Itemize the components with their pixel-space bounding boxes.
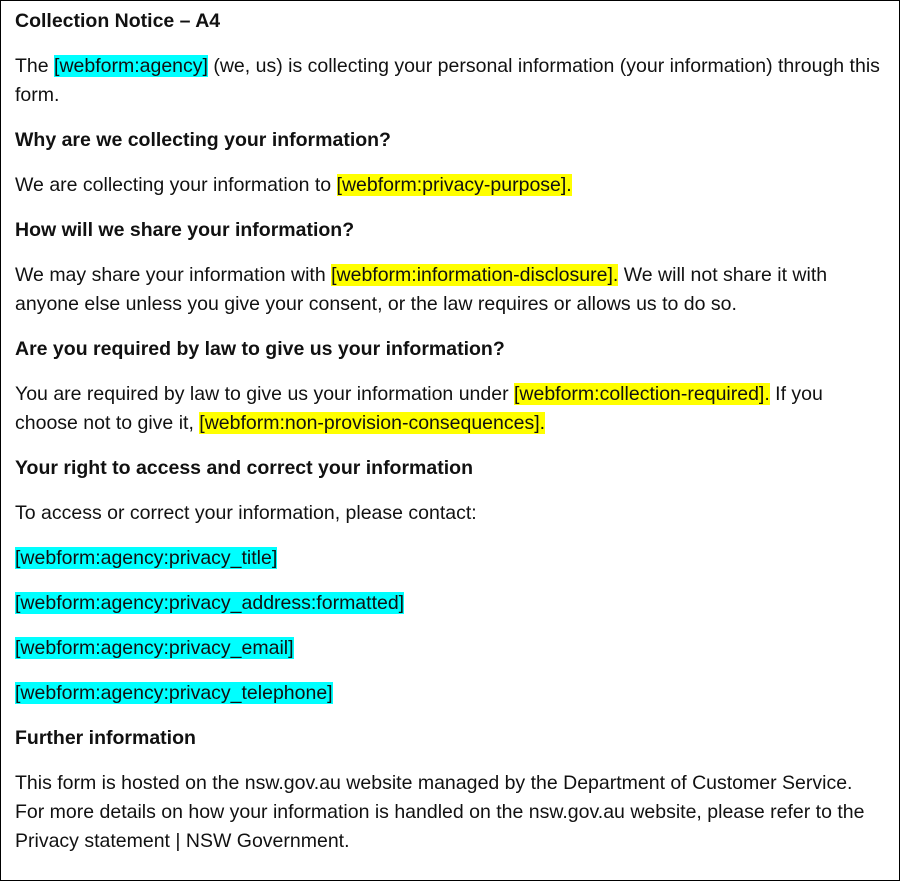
why-heading: Why are we collecting your information? (15, 129, 391, 151)
intro-post: (we, us) is collecting your personal information (your information) through this form. (15, 55, 880, 106)
intro-paragraph (15, 52, 885, 110)
privacy-address-token: [webform:agency:privacy_address:formatted] (15, 592, 405, 614)
share-pre: We may share your information with (15, 264, 332, 286)
share-heading: How will we share your information? (15, 219, 355, 241)
privacy-telephone-token: [webform:agency:privacy_telephone] (15, 682, 333, 704)
share-post: We will not share it with anyone else unless you give your consent, or the law requires or allows us to do so. (15, 264, 828, 315)
access-heading: Your right to access and correct your information (15, 457, 473, 479)
collection-required-token: [webform:collection-required]. (513, 383, 770, 405)
intro-pre: The (15, 55, 55, 77)
further-heading: Further information (15, 727, 196, 749)
further-paragraph: This form is hosted on the nsw.gov.au website managed by the Department of Customer Service. For more details on how your information is handled on the nsw.gov.au website, please refer to the Privacy statement | NSW Government. (15, 772, 865, 852)
agency-token: [webform:agency] (54, 55, 208, 77)
notice-title: Collection Notice – A4 (15, 10, 221, 32)
required-pre: You are required by law to give us your information under (15, 383, 514, 405)
privacy-email-token: [webform:agency:privacy_email] (15, 637, 294, 659)
share-paragraph (15, 261, 885, 319)
required-paragraph (15, 380, 885, 438)
required-heading: Are you required by law to give us your information? (15, 338, 505, 360)
why-paragraph (15, 171, 885, 200)
information-disclosure-token: [webform:information-disclosure]. (331, 264, 619, 286)
privacy-telephone-line (15, 679, 885, 708)
privacy-email-line (15, 634, 885, 663)
access-paragraph: To access or correct your information, please contact: (15, 502, 477, 524)
privacy-title-line (15, 544, 885, 573)
why-pre: We are collecting your information to (15, 174, 337, 196)
required-mid: If you choose not to give it, (15, 383, 823, 434)
privacy-purpose-token: [webform:privacy-purpose]. (336, 174, 572, 196)
non-provision-consequences-token: [webform:non-provision-consequences]. (199, 412, 546, 434)
privacy-title-token: [webform:agency:privacy_title] (15, 547, 278, 569)
privacy-address-line (15, 589, 885, 618)
